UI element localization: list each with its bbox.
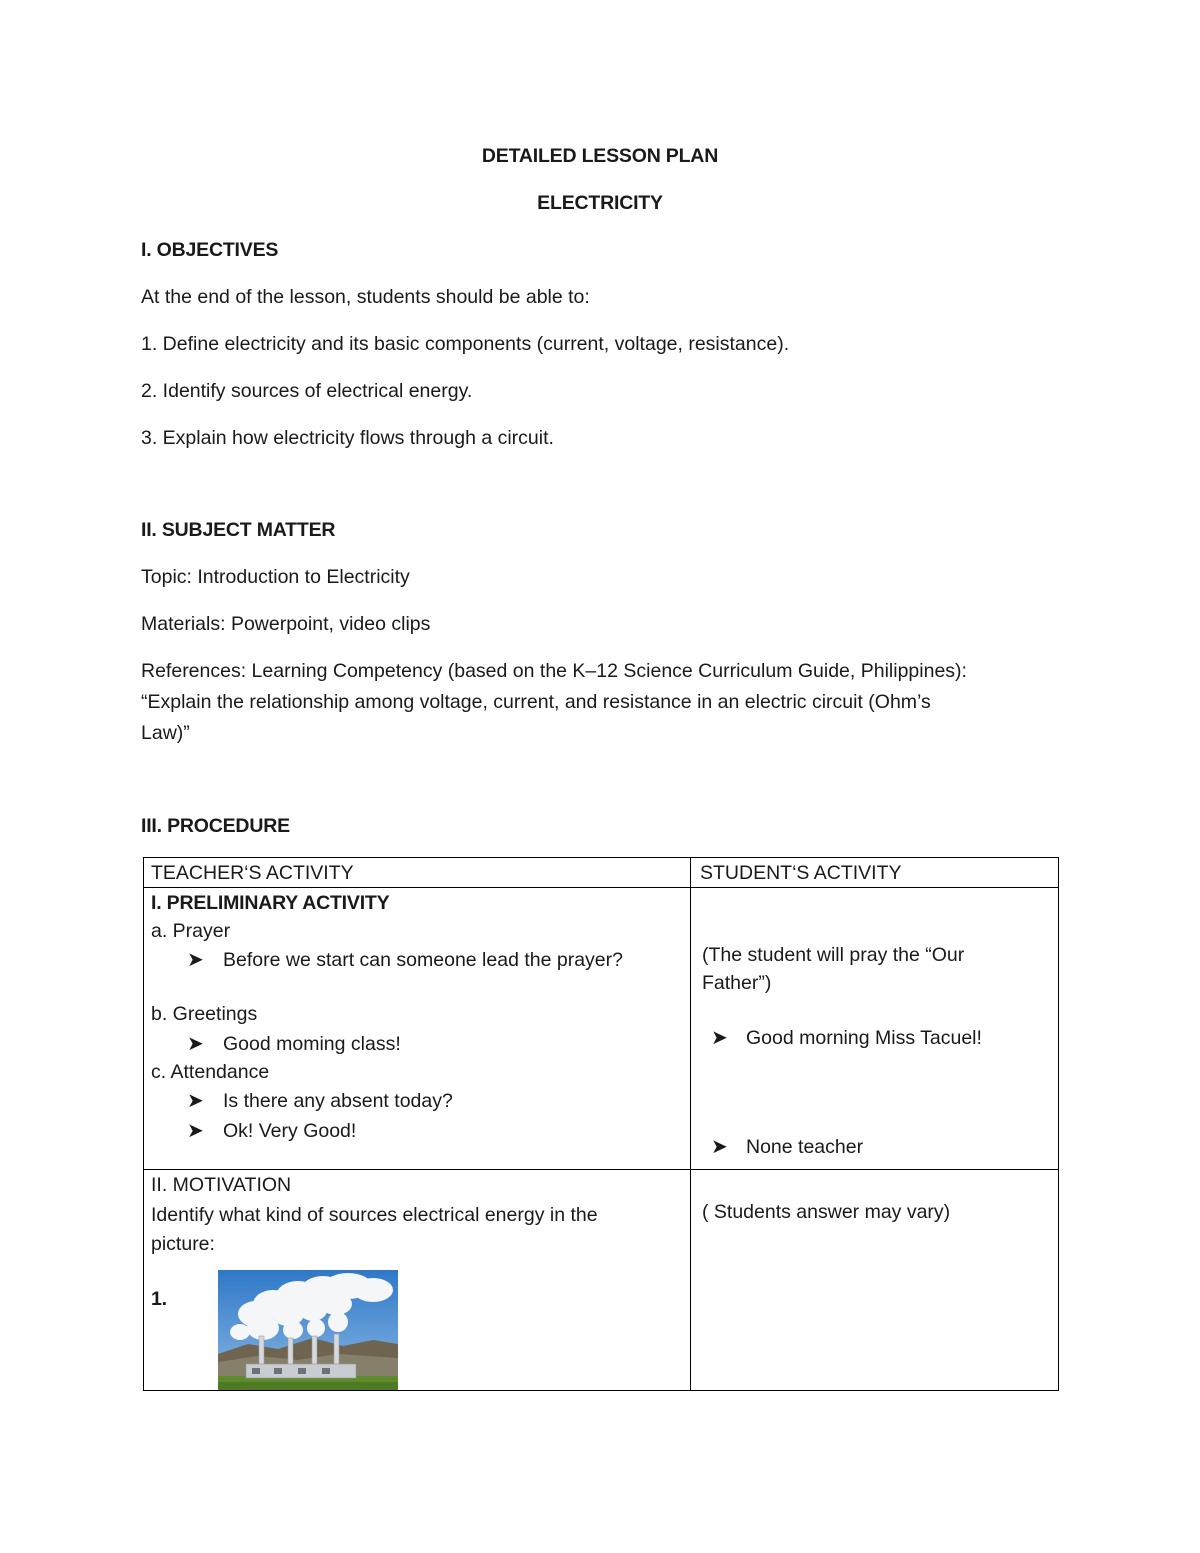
student-activity-header: STUDENT‘S ACTIVITY [700,862,902,884]
prayer-label: a. Prayer [151,920,231,942]
document-subtitle: ELECTRICITY [537,192,663,214]
references-line: References: Learning Competency (based on the K–12 Science Curriculum Guide, Philippines): [141,660,967,682]
greetings-bullet-text: Good moming class! [223,1033,401,1055]
greetings-label: b. Greetings [151,1003,258,1025]
arrow-bullet-icon: ➤ [711,1027,728,1049]
topic-line: Topic: Introduction to Electricity [141,566,410,588]
motivation-prompt: Identify what kind of sources electrical energy in the [151,1204,598,1226]
preliminary-activity-title: I. PRELIMINARY ACTIVITY [151,892,390,914]
geothermal-plant-picture [218,1270,398,1390]
table-border-left [143,857,144,1391]
attendance-label: c. Attendance [151,1061,270,1083]
student-greeting-text: Good morning Miss Tacuel! [746,1027,982,1049]
prayer-bullet-text: Before we start can someone lead the prayer? [223,949,623,971]
table-header-divider [143,887,1059,888]
objective-item: 3. Explain how electricity flows through a circuit. [141,427,554,449]
teacher-activity-header: TEACHER‘S ACTIVITY [151,862,354,884]
arrow-bullet-icon: ➤ [187,949,204,971]
objective-item: 1. Define electricity and its basic components (current, voltage, resistance). [141,333,790,355]
student-prayer-text: Father”) [702,972,772,994]
table-row-divider [143,1169,1059,1170]
subject-matter-heading: II. SUBJECT MATTER [141,519,336,541]
motivation-title: II. MOTIVATION [151,1174,292,1196]
table-border-top [143,857,1059,858]
document-title: DETAILED LESSON PLAN [481,145,719,167]
table-border-right [1058,857,1059,1391]
objective-item: 2. Identify sources of electrical energy. [141,380,473,402]
references-line: “Explain the relationship among voltage, current, and resistance in an electric circuit (Ohm’s [141,691,931,713]
procedure-heading: III. PROCEDURE [141,815,290,837]
arrow-bullet-icon: ➤ [187,1033,204,1055]
arrow-bullet-icon: ➤ [187,1090,204,1112]
objectives-intro: At the end of the lesson, students should be able to: [141,286,590,308]
student-attendance-text: None teacher [746,1136,864,1158]
student-prayer-text: (The student will pray the “Our [702,944,965,966]
attendance-bullet-text: Is there any absent today? [223,1090,453,1112]
references-line: Law)” [141,722,190,744]
table-border-bottom [143,1390,1059,1391]
arrow-bullet-icon: ➤ [711,1136,728,1158]
materials-line: Materials: Powerpoint, video clips [141,613,431,635]
table-column-divider [690,857,691,1391]
objectives-heading: I. OBJECTIVES [141,239,279,261]
arrow-bullet-icon: ➤ [187,1120,204,1142]
attendance-bullet-text: Ok! Very Good! [223,1120,357,1142]
procedure-table [143,857,1059,1391]
motivation-prompt: picture: [151,1233,215,1255]
student-motivation-answer: ( Students answer may vary) [702,1201,951,1223]
motivation-item-number: 1. [151,1288,167,1310]
